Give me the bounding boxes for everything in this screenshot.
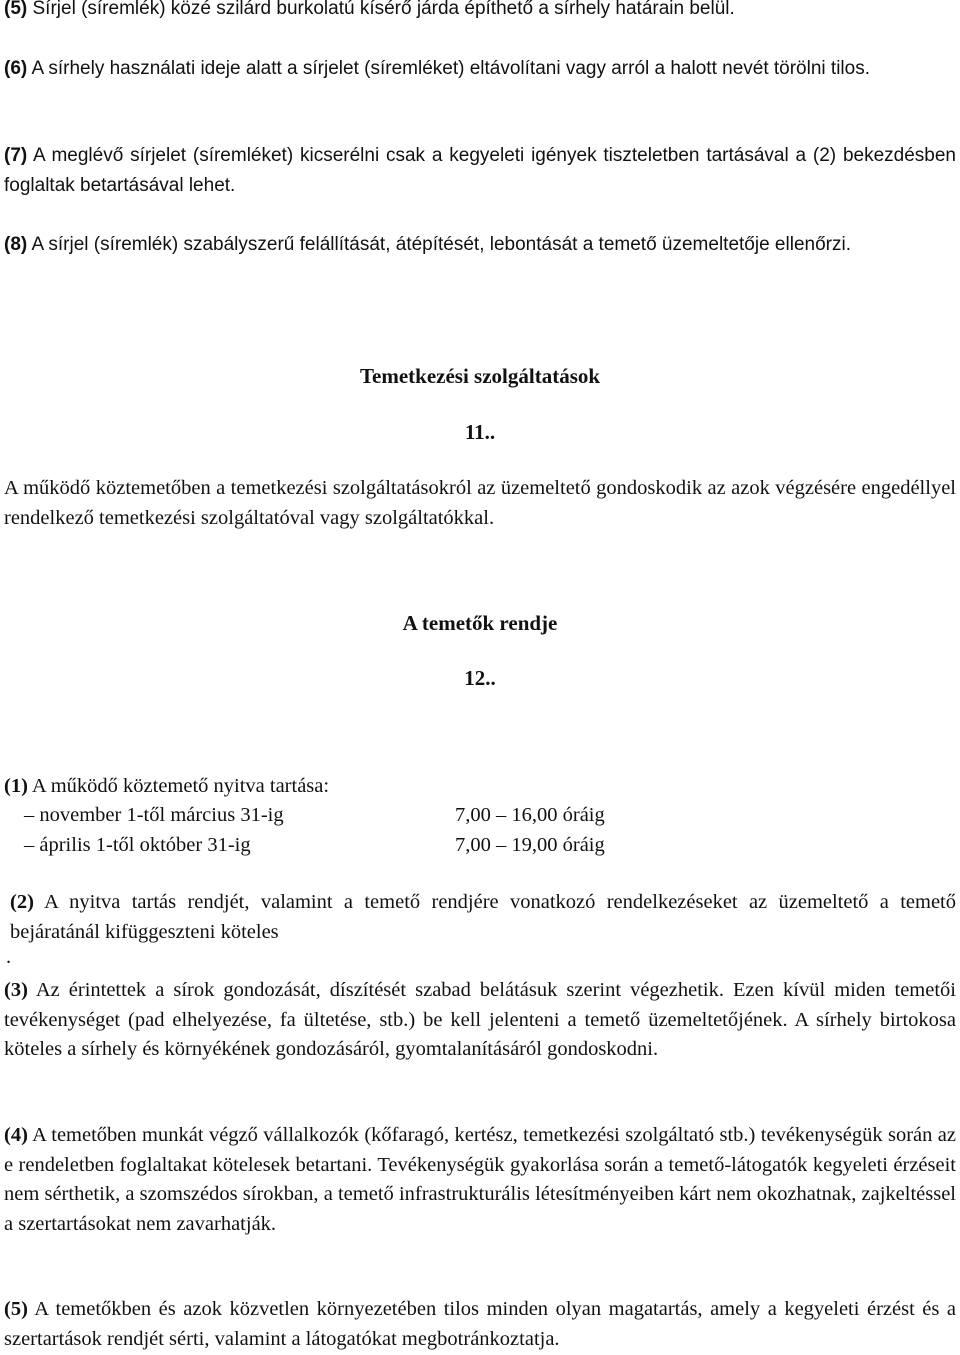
- paragraph-12-1-opening-hours: [4, 772, 956, 802]
- paragraph-12-2-posting: [10, 888, 956, 947]
- paragraph-text: A sírjel (síremlék) szabályszerű felállítását, átépítését, lebontását a temető üzemeltetője ellenőrzi.: [27, 234, 851, 255]
- paragraph-12-5-conduct: [4, 1295, 956, 1354]
- paragraph-text: A temetőkben és azok közvetlen környezetében tilos minden olyan magatartás, amely a kegyeleti érzést és a szertartások rendjét sérti, valamint a látogatókat megbotránkoztatja.: [4, 1298, 956, 1350]
- section-11-title: Temetkezési szolgáltatások: [359, 364, 601, 388]
- paragraph-text: A nyitva tartás rendjét, valamint a temető rendjére vonatkozó rendelkezéseket az üzemeltető a temető bejáratánál kifüggeszteni köteles: [10, 891, 956, 943]
- section-12-title: A temetők rendje: [402, 611, 558, 635]
- paragraph-number: (8): [4, 234, 28, 255]
- paragraph-text: A meglévő sírjelet (síremléket) kicserélni csak a kegyeleti igények tiszteletben tartásával a (2) bekezdésben foglaltak betartásával lehet.: [4, 145, 956, 196]
- section-12-number: 12..: [464, 666, 496, 690]
- paragraph-6-removal-prohibited: [4, 53, 956, 85]
- paragraph-7-replacement: [4, 141, 956, 201]
- section-11-text: A működő köztemetőben a temetkezési szolgáltatásokról az üzemeltető gondoskodik az azok végzésére engedéllyel rendelkező temetkezési szolgáltatóval vagy szolgáltatókkal.: [4, 477, 956, 529]
- paragraph-number: (6): [4, 58, 28, 79]
- paragraph-number: (7): [4, 145, 28, 166]
- schedule-period-winter: – november 1-től március 31-ig: [24, 804, 284, 826]
- paragraph-number: (3): [4, 979, 28, 1001]
- schedule-period-summer: – április 1-től október 31-ig: [24, 834, 251, 856]
- paragraph-12-4-contractors: [4, 1121, 956, 1239]
- paragraph-12-3-grave-care: [4, 976, 956, 1065]
- paragraph-number: (5): [4, 0, 28, 19]
- paragraph-number: (5): [4, 1298, 28, 1320]
- paragraph-number: (2): [10, 891, 34, 913]
- paragraph-text: Sírjel (síremlék) közé szilárd burkolatú kísérő járda építhető a sírhely határain belül.: [27, 0, 735, 19]
- paragraph-text: A működő köztemető nyitva tartása:: [27, 775, 330, 797]
- paragraph-text: Az érintettek a sírok gondozását, díszítését szabad belátásuk szerint végezhetik. Ezen kívül miden temetői tevékenységet (pad elhelyezése, fa ültetése, stb.) be kell jelenteni a temető üzemeltetőjének. A sírhely birtokosa köteles a sírhely és környékének gondozásáról, gyomtalanításáról gondoskodni.: [4, 979, 956, 1060]
- section-11-number: 11..: [464, 420, 496, 444]
- paragraph-8-inspection: [4, 229, 956, 260]
- paragraph-number: (1): [4, 775, 28, 797]
- paragraph-number: (4): [4, 1124, 28, 1146]
- schedule-hours-winter: 7,00 – 16,00 óráig: [455, 804, 605, 826]
- paragraph-text: A temetőben munkát végző vállalkozók (kőfaragó, kertész, temetkezési szolgáltató stb.) tevékenységük során az e rendeletben foglaltakat kötelesek betartani. Tevékenységük gyakorlása során a temető-látogatók kegyeleti érzéseit nem sérthetik, a szomszédos sírokban, a temető infrastrukturális létesítményeiben kárt nem okozhatnak, zajkeltéssel a szertartásokat nem zavarhatják.: [4, 1124, 956, 1235]
- schedule-hours-summer: 7,00 – 19,00 óráig: [455, 834, 605, 856]
- stray-period: .: [6, 946, 12, 968]
- paragraph-text: A sírhely használati ideje alatt a sírjelet (síremléket) eltávolítani vagy arról a halott nevét törölni tilos.: [27, 58, 870, 79]
- paragraph-5-gravestone-path: [4, 0, 956, 24]
